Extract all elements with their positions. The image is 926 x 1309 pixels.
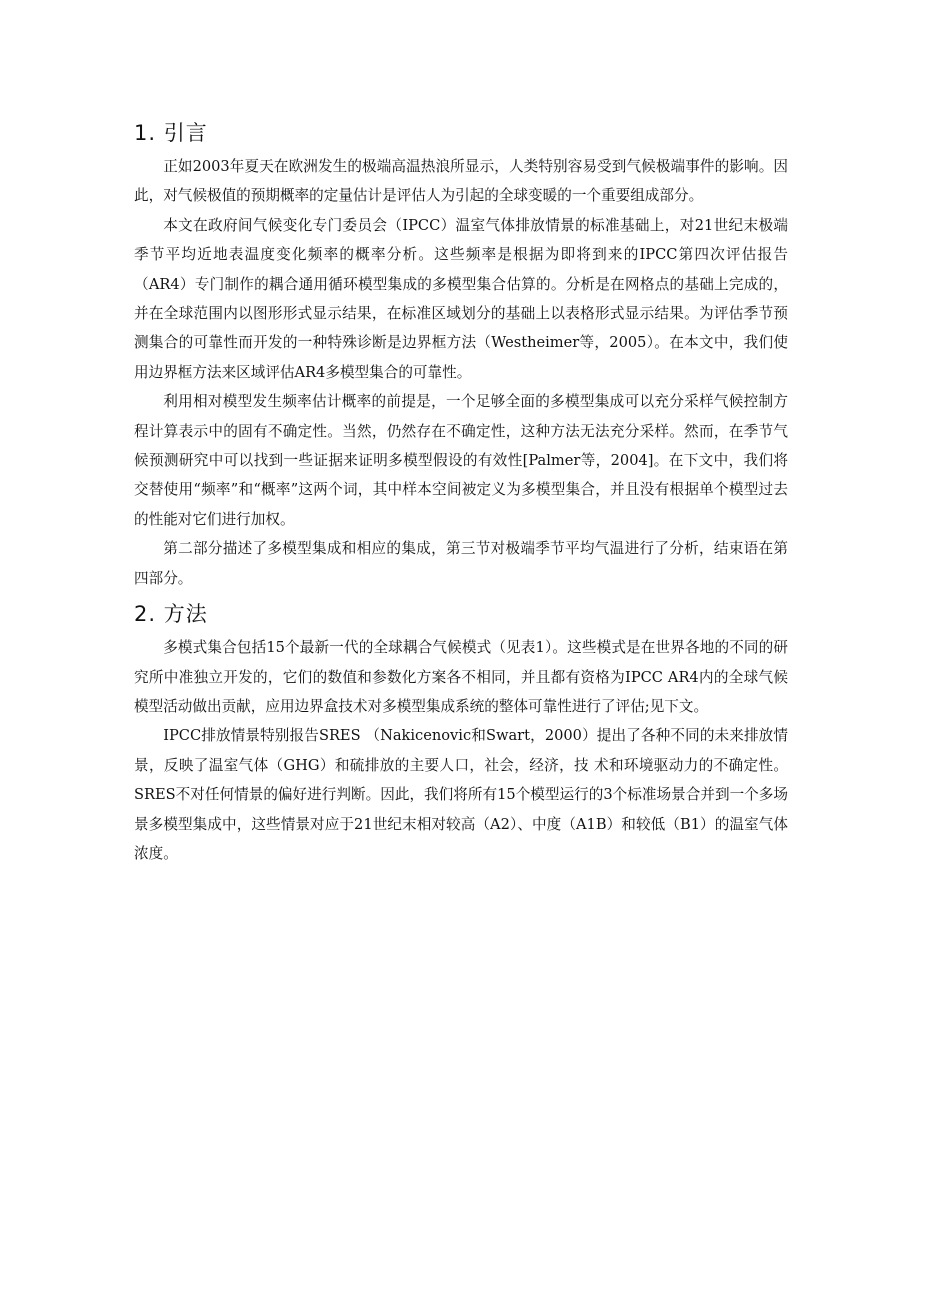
paragraph: 正如2003年夏天在欧洲发生的极端高温热浪所显示，人类特别容易受到气候极端事件的影响。因此，对气候极值的预期概率的定量估计是评估人为引起的全球变暖的一个重要组成部分。 (134, 158, 788, 205)
section-heading-introduction: 1. 引言 (134, 121, 208, 145)
paragraph: 利用相对模型发生频率估计概率的前提是，一个足够全面的多模型集成可以充分采样气候控制方程计算表示中的固有不确定性。当然，仍然存在不确定性，这种方法无法充分采样。然而，在季节气候预测研究中可以找到一些证据来证明多模型假设的有效性[Palmer等，2004]。在下文中，我们将交替使用“频率”和“概率”这两个词，其中样本空间被定义为多模型集合，并且没有根据单个模型过去的性能对它们进行加权。 (134, 393, 788, 528)
section-heading-methods: 2. 方法 (134, 602, 208, 627)
paragraph: IPCC排放情景特别报告SRES （Nakicenovic和Swart，2000）提出了各种不同的未来排放情景，反映了温室气体（GHG）和硫排放的主要人口，社会，经济，技 术和环境驱动力的不确定性。SRES不对任何情景的偏好进行判断。因此，我们将所有15个模型运行的3个标准场景合并到一个多场景多模型集成中，这些情景对应于21世纪末相对较高（A2）、中度（A1B）和较低（B1）的温室气体浓度。 (134, 727, 788, 862)
section-introduction (134, 118, 788, 593)
section-methods (134, 599, 788, 868)
paragraph: 本文在政府间气候变化专门委员会（IPCC）温室气体排放情景的标准基础上，对21世纪末极端季节平均近地表温度变化频率的概率分析。这些频率是根据为即将到来的IPCC第四次评估报告（AR4）专门制作的耦合通用循环模型集成的多模型集合估算的。分析是在网格点的基础上完成的， 并在全球范围内以图形形式显示结果，在标准区域划分的基础上以表格形式显示结果。为评估季节预测集合的可靠性而开发的一种特殊诊断是边界框方法（Westheimer等，2005）。在本文中，我们使用边界框方法来区域评估AR4多模型集合的可靠性。 (134, 216, 788, 381)
document-body (134, 118, 788, 868)
paragraph: 多模式集合包括15个最新一代的全球耦合气候模式（见表1）。这些模式是在世界各地的不同的研究所中准独立开发的，它们的数值和参数化方案各不相同，并且都有资格为IPCC AR4内的全球气候模型活动做出贡献，应用边界盒技术对多模型集成系统的整体可靠性进行了评估;见下文。 (134, 639, 788, 715)
paragraph: 第二部分描述了多模型集成和相应的集成，第三节对极端季节平均气温进行了分析，结束语在第四部分。 (134, 540, 788, 587)
